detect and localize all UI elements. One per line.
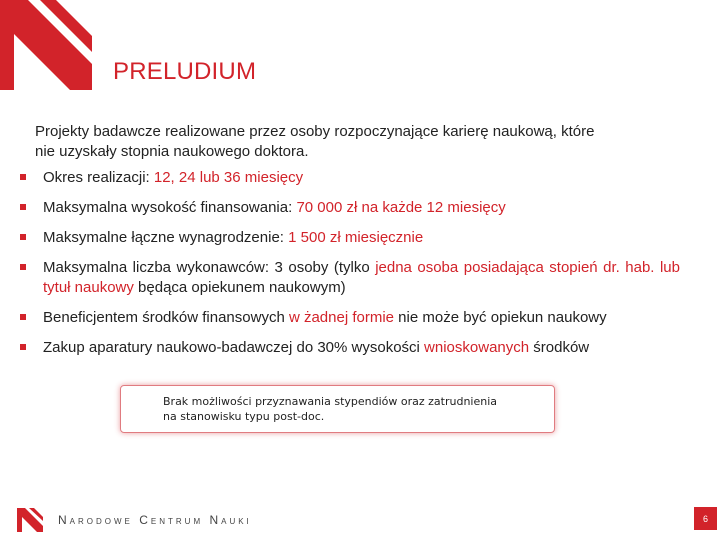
intro-text	[35, 122, 685, 162]
bullet-square-icon	[20, 204, 26, 210]
ncn-logo-icon	[0, 0, 92, 90]
bullet-item	[20, 308, 680, 328]
bullet-text: Maksymalna liczba wykonawców: 3 osoby (tylko	[43, 259, 376, 276]
bullet-item	[20, 228, 680, 248]
bullet-text: środków	[529, 339, 590, 356]
bullet-text: będąca opiekunem naukowym)	[133, 279, 346, 296]
footer-org-name: Narodowe Centrum Nauki	[58, 513, 252, 527]
bullet-text: Okres realizacji:	[43, 169, 154, 186]
bullet-square-icon	[20, 344, 26, 350]
page-number-badge: 6	[694, 507, 717, 530]
slide-title: PRELUDIUM	[113, 58, 257, 85]
bullet-square-icon	[20, 314, 26, 320]
note-line: Brak możliwości przyznawania stypendiów oraz zatrudnienia	[163, 395, 498, 408]
bullet-square-icon	[20, 234, 26, 240]
bullet-square-icon	[20, 174, 26, 180]
bullet-square-icon	[20, 264, 26, 270]
bullet-item	[20, 258, 680, 298]
intro-line: nie uzyskały stopnia naukowego doktora.	[35, 143, 309, 160]
bullet-highlight: w żadnej formie	[288, 309, 395, 326]
ncn-footer-logo-icon	[17, 508, 43, 532]
bullet-text: Beneficjentem środków finansowych	[43, 309, 289, 326]
note-box	[120, 385, 555, 433]
bullet-highlight: jedna osoba posiadająca stopień dr. hab. lub tytuł naukowy	[43, 259, 680, 296]
bullet-text: Maksymalna wysokość finansowania:	[43, 199, 297, 216]
bullet-highlight: 12, 24 lub 36 miesięcy	[153, 169, 304, 186]
bullet-highlight: 70 000 zł na każde 12 miesięcy	[296, 199, 506, 216]
bullet-text: Zakup aparatury naukowo-badawczej do 30% wysokości	[43, 339, 425, 356]
bullet-item	[20, 198, 680, 218]
bullet-text: Maksymalne łączne wynagrodzenie:	[43, 229, 289, 246]
intro-line: Projekty badawcze realizowane przez osoby rozpoczynające karierę naukową, które	[35, 123, 595, 140]
bullet-item	[20, 168, 680, 188]
bullet-text: nie może być opiekun naukowy	[394, 309, 607, 326]
note-line: na stanowisku typu post-doc.	[163, 410, 325, 423]
bullet-highlight: 1 500 zł miesięcznie	[288, 229, 424, 246]
bullet-list	[20, 168, 680, 368]
bullet-highlight: wnioskowanych	[424, 339, 530, 356]
bullet-item	[20, 338, 680, 358]
